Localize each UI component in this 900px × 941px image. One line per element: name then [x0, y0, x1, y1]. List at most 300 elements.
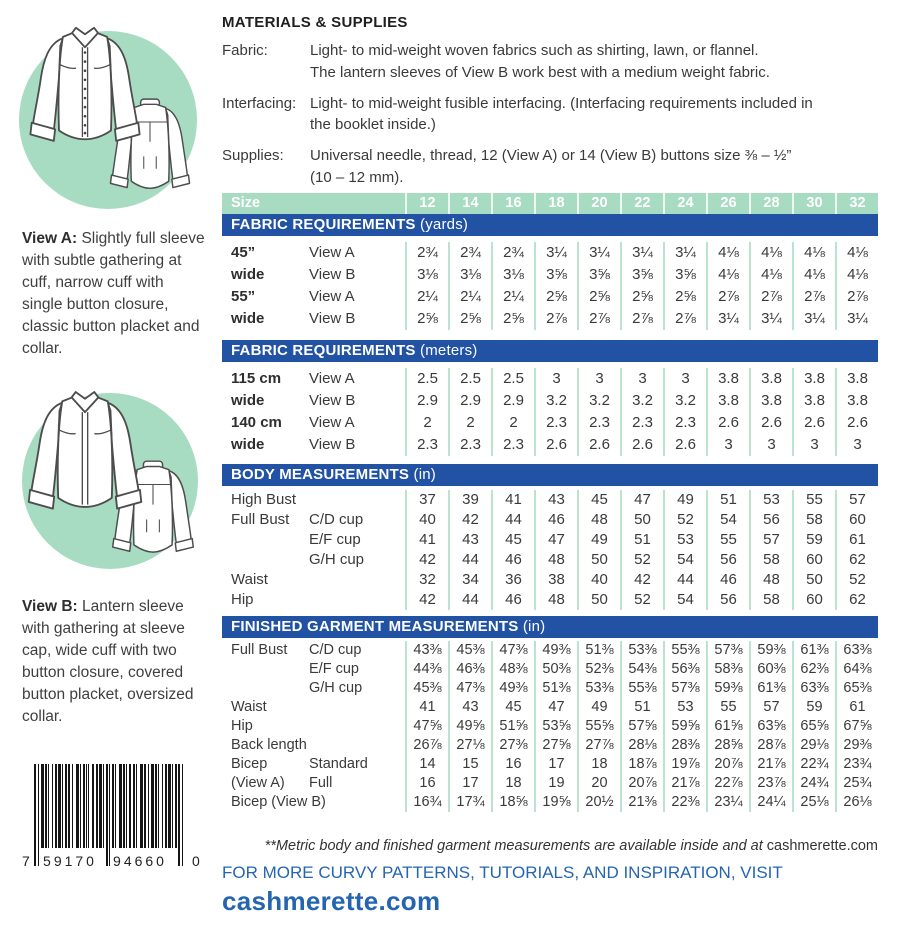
table-row: [222, 570, 878, 590]
measurement-cell: 29⅛: [792, 736, 835, 755]
measurement-cell: 57⅜: [706, 641, 749, 660]
measurement-cell: 42: [405, 550, 448, 570]
table-finished-garment: [222, 641, 878, 812]
measurement-cell: 55: [792, 490, 835, 510]
measurement-cell: 58: [749, 590, 792, 610]
measurement-cell: 26⅛: [835, 793, 878, 812]
row-label-secondary: View B: [309, 310, 356, 327]
section-bar-body-measurements: [222, 464, 878, 486]
measurement-cell: 62: [835, 550, 878, 570]
measurement-cell: 65⅜: [835, 679, 878, 698]
materials-label: Supplies:: [222, 147, 284, 164]
row-label-secondary: View A: [309, 370, 355, 387]
measurement-cell: 51: [620, 530, 663, 550]
materials-text: [310, 145, 878, 189]
row-label-secondary: Standard: [309, 756, 368, 772]
section-unit: (yards): [420, 216, 469, 233]
measurement-cell: 3¼: [749, 308, 792, 330]
measurement-cell: 61⅝: [706, 717, 749, 736]
materials-text-line: (10 – 12 mm).: [310, 168, 404, 186]
metric-note: [222, 838, 878, 854]
section-bar-finished-garment: [222, 616, 878, 638]
measurement-cell: 43: [448, 530, 491, 550]
materials-text-line: Light- to mid-weight woven fabrics such as shirting, lawn, or flannel.: [310, 42, 759, 59]
measurement-cell: 3.8: [749, 390, 792, 412]
measurement-cell: 55: [706, 530, 749, 550]
row-label-primary: Waist: [231, 699, 267, 715]
row-label-primary: [222, 530, 309, 550]
row-label-secondary: [309, 570, 405, 590]
measurement-cell: 26⅞: [405, 736, 448, 755]
measurement-cell: 22¾: [792, 755, 835, 774]
table-row: [222, 286, 878, 308]
table-row: [222, 390, 878, 412]
materials-list: [222, 40, 878, 198]
measurement-cell: 14: [405, 755, 448, 774]
measurement-cell: 18⅞: [620, 755, 663, 774]
measurement-cell: 4⅛: [706, 264, 749, 286]
row-label-primary: [222, 550, 309, 570]
measurement-cell: 48: [577, 510, 620, 530]
measurement-cell: 16: [405, 774, 448, 793]
size-header-label: Size: [231, 195, 261, 211]
row-label-secondary: C/D cup: [309, 642, 362, 658]
measurement-cell: 3⅝: [620, 264, 663, 286]
measurement-cell: 47⅜: [448, 679, 491, 698]
measurement-cell: 41: [405, 698, 448, 717]
footer-website: cashmerette.com: [222, 886, 441, 916]
measurement-cell: 2¾: [405, 242, 448, 264]
measurement-cell: 3.8: [792, 390, 835, 412]
measurement-cell: 2⅝: [448, 308, 491, 330]
measurement-cell: 2⅞: [792, 286, 835, 308]
table-row: [222, 264, 878, 286]
measurement-cell: 56: [749, 510, 792, 530]
measurement-cell: 45⅜: [448, 641, 491, 660]
measurement-cell: 2.6: [792, 412, 835, 434]
measurement-cell: 2¾: [448, 242, 491, 264]
measurement-cell: 53⅜: [577, 679, 620, 698]
measurement-cell: 2.6: [663, 434, 706, 456]
measurement-cell: 21⅞: [663, 774, 706, 793]
measurement-cell: 4⅛: [792, 242, 835, 264]
measurement-cell: 20⅞: [620, 774, 663, 793]
measurement-cell: 2.9: [448, 390, 491, 412]
measurement-cell: 2⅞: [577, 308, 620, 330]
measurement-cell: 3¼: [620, 242, 663, 264]
measurement-cell: 44: [448, 590, 491, 610]
table-row: [222, 434, 878, 456]
row-label-primary: wide: [231, 310, 265, 327]
table-row: [222, 679, 878, 698]
measurement-cell: 2⅝: [405, 308, 448, 330]
view-b-description: [22, 596, 208, 728]
size-header-bar: [222, 193, 878, 214]
size-column-header: 12: [405, 193, 448, 214]
measurement-cell: 45: [491, 698, 534, 717]
measurement-cell: 2¼: [405, 286, 448, 308]
measurement-cell: 51⅜: [534, 679, 577, 698]
size-column-header: 18: [534, 193, 577, 214]
section-unit: (in): [522, 618, 546, 635]
measurement-cell: 2.5: [448, 368, 491, 390]
measurement-cell: 43: [448, 698, 491, 717]
view-b-illustration: [10, 378, 206, 586]
measurement-cell: 18: [491, 774, 534, 793]
measurement-cell: 43⅜: [405, 641, 448, 660]
measurement-cell: 53⅜: [620, 641, 663, 660]
measurement-cell: 2.3: [491, 434, 534, 456]
measurement-cell: 23⅞: [749, 774, 792, 793]
measurement-cell: 2.5: [491, 368, 534, 390]
measurement-cell: 51: [706, 490, 749, 510]
measurement-cell: 15: [448, 755, 491, 774]
materials-text: [310, 93, 878, 137]
measurement-cell: 20½: [577, 793, 620, 812]
row-label-secondary: [309, 793, 405, 812]
measurement-cell: 3: [706, 434, 749, 456]
measurement-cell: 46: [491, 550, 534, 570]
size-column-header: 26: [706, 193, 749, 214]
measurement-cell: 52: [663, 510, 706, 530]
row-label-primary: Back length: [231, 737, 307, 753]
measurement-cell: 60: [792, 590, 835, 610]
measurement-cell: 46: [534, 510, 577, 530]
measurement-cell: 44: [491, 510, 534, 530]
row-label-primary: [222, 660, 309, 679]
measurement-cell: 46⅜: [448, 660, 491, 679]
measurement-cell: 28⅝: [706, 736, 749, 755]
measurement-cell: 29⅜: [835, 736, 878, 755]
measurement-cell: 42: [620, 570, 663, 590]
measurement-cell: 49: [663, 490, 706, 510]
measurement-cell: 46: [706, 570, 749, 590]
measurement-cell: 55⅝: [577, 717, 620, 736]
measurement-cell: 28⅜: [663, 736, 706, 755]
measurement-cell: 53⅝: [534, 717, 577, 736]
measurement-cell: 47: [534, 530, 577, 550]
row-label-secondary: G/H cup: [309, 551, 365, 568]
row-label-secondary: [309, 490, 405, 510]
row-label-primary: Bicep: [231, 756, 268, 772]
view-b-label: View B:: [22, 598, 78, 615]
measurement-cell: 59⅜: [749, 641, 792, 660]
barcode-digit-left: 7: [22, 853, 30, 869]
measurement-cell: 43: [534, 490, 577, 510]
measurement-cell: 3.8: [749, 368, 792, 390]
size-column-header: 32: [835, 193, 878, 214]
measurement-cell: 4⅛: [749, 264, 792, 286]
measurement-cell: 19: [534, 774, 577, 793]
measurement-cell: 53: [749, 490, 792, 510]
table-row: [222, 755, 878, 774]
measurement-cell: 3: [792, 434, 835, 456]
measurement-cell: 3.2: [577, 390, 620, 412]
table-fabric-yards: [222, 242, 878, 330]
measurement-cell: 4⅛: [749, 242, 792, 264]
measurement-cell: 23¾: [835, 755, 878, 774]
view-a-illustration: [10, 8, 206, 222]
row-label-primary: wide: [231, 392, 265, 409]
row-label-secondary: [309, 698, 405, 717]
measurement-cell: 2¼: [448, 286, 491, 308]
measurement-cell: 3: [577, 368, 620, 390]
row-label-primary: 140 cm: [231, 414, 282, 431]
measurement-cell: 3⅝: [534, 264, 577, 286]
measurement-cell: 46: [491, 590, 534, 610]
materials-item-fabric: [222, 40, 878, 84]
barcode-digits-group2: 94660: [113, 853, 167, 869]
measurement-cell: 2⅞: [749, 286, 792, 308]
row-label-primary: [222, 679, 309, 698]
row-label-primary: High Bust: [231, 491, 297, 508]
size-column-header: 20: [577, 193, 620, 214]
measurement-cell: 51⅝: [491, 717, 534, 736]
measurement-cell: 3¼: [663, 242, 706, 264]
measurement-cell: 27⅝: [534, 736, 577, 755]
measurement-cell: 52: [835, 570, 878, 590]
measurement-cell: 3.2: [534, 390, 577, 412]
measurement-cell: 2: [448, 412, 491, 434]
section-unit: (in): [413, 466, 436, 483]
measurement-cell: 40: [577, 570, 620, 590]
measurement-cell: 39: [448, 490, 491, 510]
measurement-cell: 55⅜: [620, 679, 663, 698]
measurement-cell: 2.3: [663, 412, 706, 434]
materials-text-line: the booklet inside.): [310, 116, 436, 134]
measurement-cell: 45⅜: [405, 679, 448, 698]
measurement-cell: 20⅞: [706, 755, 749, 774]
measurement-cell: 54: [663, 590, 706, 610]
measurement-cell: 47⅜: [491, 641, 534, 660]
table-row: [222, 550, 878, 570]
row-label-secondary: View B: [309, 436, 356, 453]
measurement-cell: 27⅛: [448, 736, 491, 755]
materials-text: [310, 40, 878, 84]
row-label-secondary: E/F cup: [309, 531, 361, 548]
measurement-cell: 3⅝: [577, 264, 620, 286]
materials-label: Fabric:: [222, 42, 268, 59]
measurement-cell: 2⅝: [577, 286, 620, 308]
measurement-cell: 50: [577, 550, 620, 570]
materials-item-supplies: [222, 145, 878, 189]
measurement-cell: 32: [405, 570, 448, 590]
materials-text-line: Light- to mid-weight fusible interfacing. (Interfacing requirements included in: [310, 94, 813, 112]
measurement-cell: 3: [749, 434, 792, 456]
table-row: [222, 242, 878, 264]
measurement-cell: 22⅞: [706, 774, 749, 793]
footer-cta: FOR MORE CURVY PATTERNS, TUTORIALS, AND INSPIRATION, VISIT: [222, 863, 783, 882]
measurement-cell: 56: [706, 550, 749, 570]
measurement-cell: 3⅛: [491, 264, 534, 286]
measurement-cell: 27⅜: [491, 736, 534, 755]
measurement-cell: 52⅜: [577, 660, 620, 679]
measurement-cell: 54⅜: [620, 660, 663, 679]
row-label-primary: 55”: [231, 288, 256, 305]
row-label-secondary: View A: [309, 288, 355, 305]
view-a-text: Slightly full sleeve with subtle gathering at cuff, narrow cuff with single button closure, classic button placket and collar.: [22, 230, 205, 357]
measurement-cell: 2.3: [534, 412, 577, 434]
measurement-cell: 3.2: [663, 390, 706, 412]
measurement-cell: 2.6: [706, 412, 749, 434]
measurement-cell: 2¾: [491, 242, 534, 264]
measurement-cell: 2⅞: [534, 308, 577, 330]
row-label-secondary: View A: [309, 244, 355, 261]
measurement-cell: 57⅜: [663, 679, 706, 698]
measurement-cell: 25⅛: [792, 793, 835, 812]
row-label-secondary: [309, 717, 405, 736]
table-row: [222, 660, 878, 679]
table-row: [222, 530, 878, 550]
measurement-cell: 3¼: [534, 242, 577, 264]
table-row: [222, 308, 878, 330]
measurement-cell: 49: [577, 530, 620, 550]
measurement-cell: 38: [534, 570, 577, 590]
measurement-cell: 17: [534, 755, 577, 774]
measurement-cell: 25¾: [835, 774, 878, 793]
measurement-cell: 3¼: [792, 308, 835, 330]
measurement-cell: 2.9: [405, 390, 448, 412]
measurement-cell: 57: [749, 698, 792, 717]
measurement-cell: 2⅞: [706, 286, 749, 308]
measurement-cell: 47⅝: [405, 717, 448, 736]
measurement-cell: 59: [792, 530, 835, 550]
measurement-cell: 4⅛: [835, 264, 878, 286]
measurement-cell: 56: [706, 590, 749, 610]
table-row: [222, 368, 878, 390]
materials-item-interfacing: [222, 93, 878, 137]
measurement-cell: 60⅜: [749, 660, 792, 679]
measurement-cell: 2.5: [405, 368, 448, 390]
measurement-cell: 2.6: [835, 412, 878, 434]
measurement-cell: 34: [448, 570, 491, 590]
row-label-secondary: C/D cup: [309, 511, 364, 528]
measurement-cell: 3: [663, 368, 706, 390]
measurement-cell: 50: [577, 590, 620, 610]
row-label-primary: Full Bust: [231, 511, 290, 528]
view-a-label: View A:: [22, 230, 78, 247]
measurement-cell: 19⅝: [534, 793, 577, 812]
section-title: FABRIC REQUIREMENTS: [231, 342, 416, 359]
measurement-cell: 57⅝: [620, 717, 663, 736]
measurement-cell: 53: [663, 698, 706, 717]
measurement-cell: 2¼: [491, 286, 534, 308]
measurement-cell: 62⅜: [792, 660, 835, 679]
measurement-cell: 3⅛: [448, 264, 491, 286]
measurement-cell: 63⅜: [835, 641, 878, 660]
table-fabric-meters: [222, 368, 878, 456]
barcode-svg: [20, 760, 204, 878]
row-label-secondary: View B: [309, 266, 356, 283]
measurement-cell: 45: [577, 490, 620, 510]
view-b-text: Lantern sleeve with gathering at sleeve cap, wide cuff with two button closure, covered button placket, oversized collar.: [22, 598, 194, 725]
measurement-cell: 58⅜: [706, 660, 749, 679]
section-unit: (meters): [420, 342, 478, 359]
measurement-cell: 60: [835, 510, 878, 530]
materials-heading: MATERIALS & SUPPLIES: [222, 14, 408, 31]
table-row: [222, 510, 878, 530]
measurement-cell: 52: [620, 590, 663, 610]
row-label-secondary: [309, 590, 405, 610]
measurement-cell: 51⅜: [577, 641, 620, 660]
measurement-cell: 3.8: [706, 390, 749, 412]
right-column: [222, 0, 878, 941]
measurement-cell: 3: [835, 434, 878, 456]
row-label-primary: Hip: [231, 718, 253, 734]
measurement-cell: 3.8: [835, 390, 878, 412]
measurement-cell: 44⅜: [405, 660, 448, 679]
measurement-cell: 50⅜: [534, 660, 577, 679]
measurement-cell: 3: [620, 368, 663, 390]
table-row: [222, 736, 878, 755]
row-label-secondary: G/H cup: [309, 680, 363, 696]
row-label-secondary: [309, 736, 405, 755]
measurement-cell: 4⅛: [706, 242, 749, 264]
row-label-primary: 115 cm: [231, 370, 282, 387]
measurement-cell: 47: [620, 490, 663, 510]
table-row: [222, 641, 878, 660]
measurement-cell: 2.6: [620, 434, 663, 456]
measurement-cell: 2.6: [749, 412, 792, 434]
measurement-cell: 61: [835, 698, 878, 717]
measurement-cell: 47: [534, 698, 577, 717]
measurement-cell: 2⅝: [663, 286, 706, 308]
measurement-cell: 2.3: [448, 434, 491, 456]
row-label-secondary: View A: [309, 414, 355, 431]
measurement-cell: 3: [534, 368, 577, 390]
measurement-cell: 2⅞: [835, 286, 878, 308]
materials-label: Interfacing:: [222, 94, 297, 112]
table-row: [222, 793, 878, 812]
measurement-cell: 65⅝: [792, 717, 835, 736]
table-row: [222, 590, 878, 610]
table-row: [222, 412, 878, 434]
materials-text-line: Universal needle, thread, 12 (View A) or 14 (View B) buttons size ⅜ – ½”: [310, 147, 792, 164]
measurement-cell: 57: [835, 490, 878, 510]
measurement-cell: 2: [405, 412, 448, 434]
measurement-cell: 49⅝: [448, 717, 491, 736]
table-body-measurements: [222, 490, 878, 610]
measurement-cell: 53: [663, 530, 706, 550]
measurement-cell: 37: [405, 490, 448, 510]
measurement-cell: 49⅜: [534, 641, 577, 660]
measurement-cell: 41: [405, 530, 448, 550]
measurement-cell: 21⅜: [620, 793, 663, 812]
measurement-cell: 61⅜: [792, 641, 835, 660]
size-column-header: 22: [620, 193, 663, 214]
measurement-cell: 55⅜: [663, 641, 706, 660]
measurement-cell: 4⅛: [792, 264, 835, 286]
measurement-cell: 22⅜: [663, 793, 706, 812]
measurement-cell: 61: [835, 530, 878, 550]
measurement-cell: 59: [792, 698, 835, 717]
measurement-cell: 19⅞: [663, 755, 706, 774]
table-row: [222, 490, 878, 510]
measurement-cell: 2: [491, 412, 534, 434]
measurement-cell: 45: [491, 530, 534, 550]
measurement-cell: 67⅝: [835, 717, 878, 736]
measurement-cell: 18: [577, 755, 620, 774]
row-label-secondary: Full: [309, 775, 333, 791]
view-a-description: [22, 228, 208, 360]
row-label-primary: Hip: [231, 591, 254, 608]
measurement-cell: 57: [749, 530, 792, 550]
row-label-secondary: View B: [309, 392, 356, 409]
table-row: [222, 717, 878, 736]
measurement-cell: 61⅜: [749, 679, 792, 698]
measurement-cell: 44: [448, 550, 491, 570]
measurement-cell: 16: [491, 755, 534, 774]
